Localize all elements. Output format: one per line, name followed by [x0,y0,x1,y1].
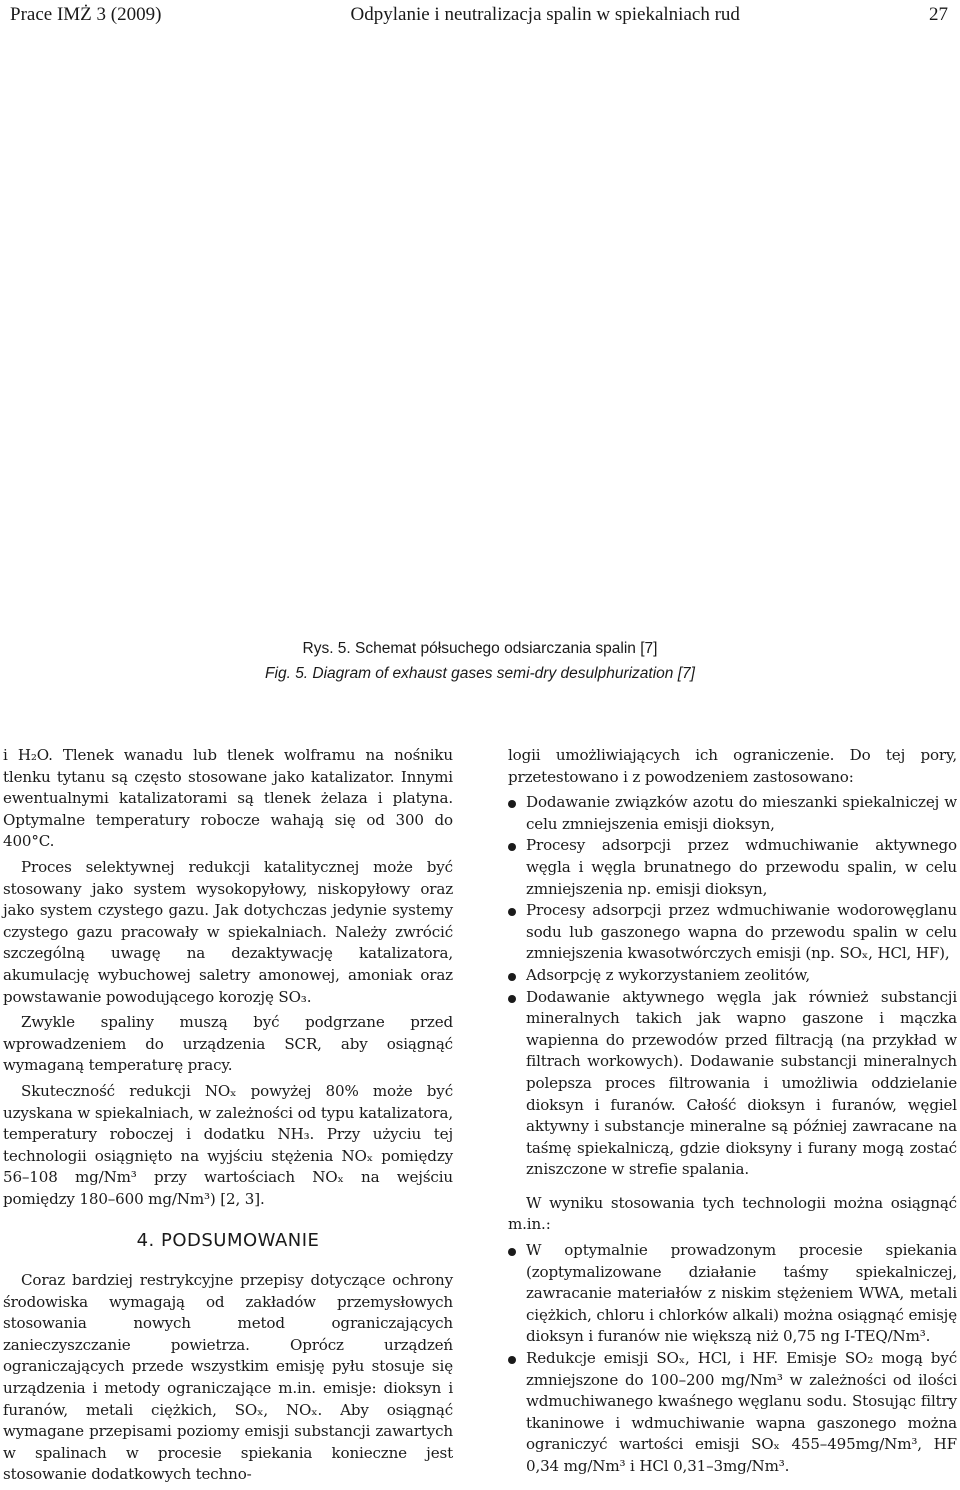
bullet-icon [508,908,516,916]
list-item: Dodawanie związków azotu do mieszanki spiekalniczej w celu zmniejszenia emisji dioksyn, [508,792,957,835]
paragraph: logii umożliwiających ich ograniczenie. Do tej pory, przetestowano i z powodzeniem zastosowano: [508,746,957,786]
bullet-list [508,792,957,1181]
list-item: Adsorpcję z wykorzystaniem zeolitów, [508,965,957,987]
paragraph: Coraz bardziej restrykcyjne przepisy dotyczące ochrony środowiska wymagają od zakładów przemysłowych stosowania nowych metod ograniczających zanieczyszczanie powietrza. Oprócz urządzeń ograniczających przede wszystkim emisję pyłu stosuje się urządzenia i metody ograniczające m.in. emisje: dioksyn i furanów, metali ciężkich, SOₓ, NOₓ. Aby osiągnąć wymagane przepisami poziomy emisji substancji zawartych w spalinach w procesie spiekania konieczne jest stosowanie dodatkowych techno- [3,1271,453,1484]
running-title: Odpylanie i neutralizacja spalin w spiekalniach rud [350,4,740,25]
section-heading: 4. PODSUMOWANIE [136,1230,320,1252]
left-column [3,745,453,1490]
running-header [10,0,948,30]
page-number: 27 [929,4,948,25]
list-item: Redukcje emisji SOₓ, HCl, i HF. Emisje SO₂ mogą być zmniejszone do 100–200 mg/Nm³ w zależności od ilości wdmuchiwanego kwaśnego węglanu sodu. Stosując filtry tkaninowe i wdmuchiwanie wapna gaszonego można ograniczyć wartości emisji SOₓ 455–495mg/Nm³, HF 0,34 mg/Nm³ i HCl 0,31–3mg/Nm³. [508,1348,957,1478]
list-item: Procesy adsorpcji przez wdmuchiwanie wodorowęglanu sodu lub gaszonego wapna do przewodu spalin w celu zmniejszenia kwasotwórczych emisji (np. SOₓ, HCl, HF), [508,900,957,965]
paragraph: Zwykle spaliny muszą być podgrzane przed wprowadzeniem do urządzenia SCR, aby osiągnąć wymaganą temperaturę pracy. [3,1013,453,1075]
figure-caption-polish: Rys. 5. Schemat półsuchego odsiarczania spalin [7] [302,640,658,657]
paragraph: i H₂O. Tlenek wanadu lub tlenek wolframu na nośniku tlenku tytanu są często stosowane jako katalizator. Innymi ewentualnymi katalizatorami są tlenek żelaza i platyna. Optymalne temperatury robocze wahają się od 300 do 400°C. [3,746,453,851]
list-item: Procesy adsorpcji przez wdmuchiwanie aktywnego węgla i węgla brunatnego do przewodu spalin, w celu zmniejszenia np. emisji dioksyn, [508,835,957,900]
bullet-icon [508,1356,516,1364]
right-column [508,745,957,1478]
bullet-icon [508,800,516,808]
list-item: W optymalnie prowadzonym procesie spiekania (zoptymalizowane działanie taśmy spiekalniczej, zawracanie materiałów z niskim stężeniem WWA, metali ciężkich, chloru i chlorków alkali) można osiągnąć emisję dioksyn i furanów nie większą niż 0,75 ng I-TEQ/Nm³. [508,1240,957,1348]
bullet-list [508,1240,957,1478]
figure-blank-area [10,40,950,620]
paragraph: Skuteczność redukcji NOₓ powyżej 80% może być uzyskana w spiekalniach, w zależności od typu katalizatora, temperatury roboczej i dodatku NH₃. Przy użyciu tej technologii osiągnięto na wyjściu stężenia NOₓ pomiędzy 56–108 mg/Nm³ przy wartościach NOₓ na wejściu pomiędzy 180–600 mg/Nm³) [2, 3]. [3,1081,453,1208]
journal-reference: Prace IMŻ 3 (2009) [10,4,162,25]
bullet-icon [508,995,516,1003]
bullet-icon [508,1248,516,1256]
paragraph: W wyniku stosowania tych technologii można osiągnąć m.in.: [508,1193,957,1234]
figure-caption-english: Fig. 5. Diagram of exhaust gases semi-dry desulphurization [7] [265,665,695,682]
bullet-icon [508,973,516,981]
list-item: Dodawanie aktywnego węgla jak również substancji mineralnych takich jak wapno gaszone i mączka wapienna do przewodów przed filtracją (na przykład w filtrach workowych). Dodawanie substancji mineralnych polepsza proces filtrowania i umożliwia oddzielanie dioksyn i furanów. Całość dioksyn i furanów, węgiel aktywny i substancje mineralne są później zawracane na taśmę spiekalniczą, gdzie dioksyny i furany mogą zostać zniszczone w strefie spalania. [508,987,957,1181]
bullet-icon [508,843,516,851]
paragraph: Proces selektywnej redukcji katalitycznej może być stosowany jako system wysokopyłowy, niskopyłowy oraz jako system czystego gazu. Jak dotychczas jedynie systemy czystego gazu pracowały w spiekalniach. Należy zwrócić szczególną uwagę na dezaktywację katalizatora, akumulację wybuchowej saletry amonowej, amoniak oraz powstawanie powodującego korozję SO₃. [3,857,453,1006]
